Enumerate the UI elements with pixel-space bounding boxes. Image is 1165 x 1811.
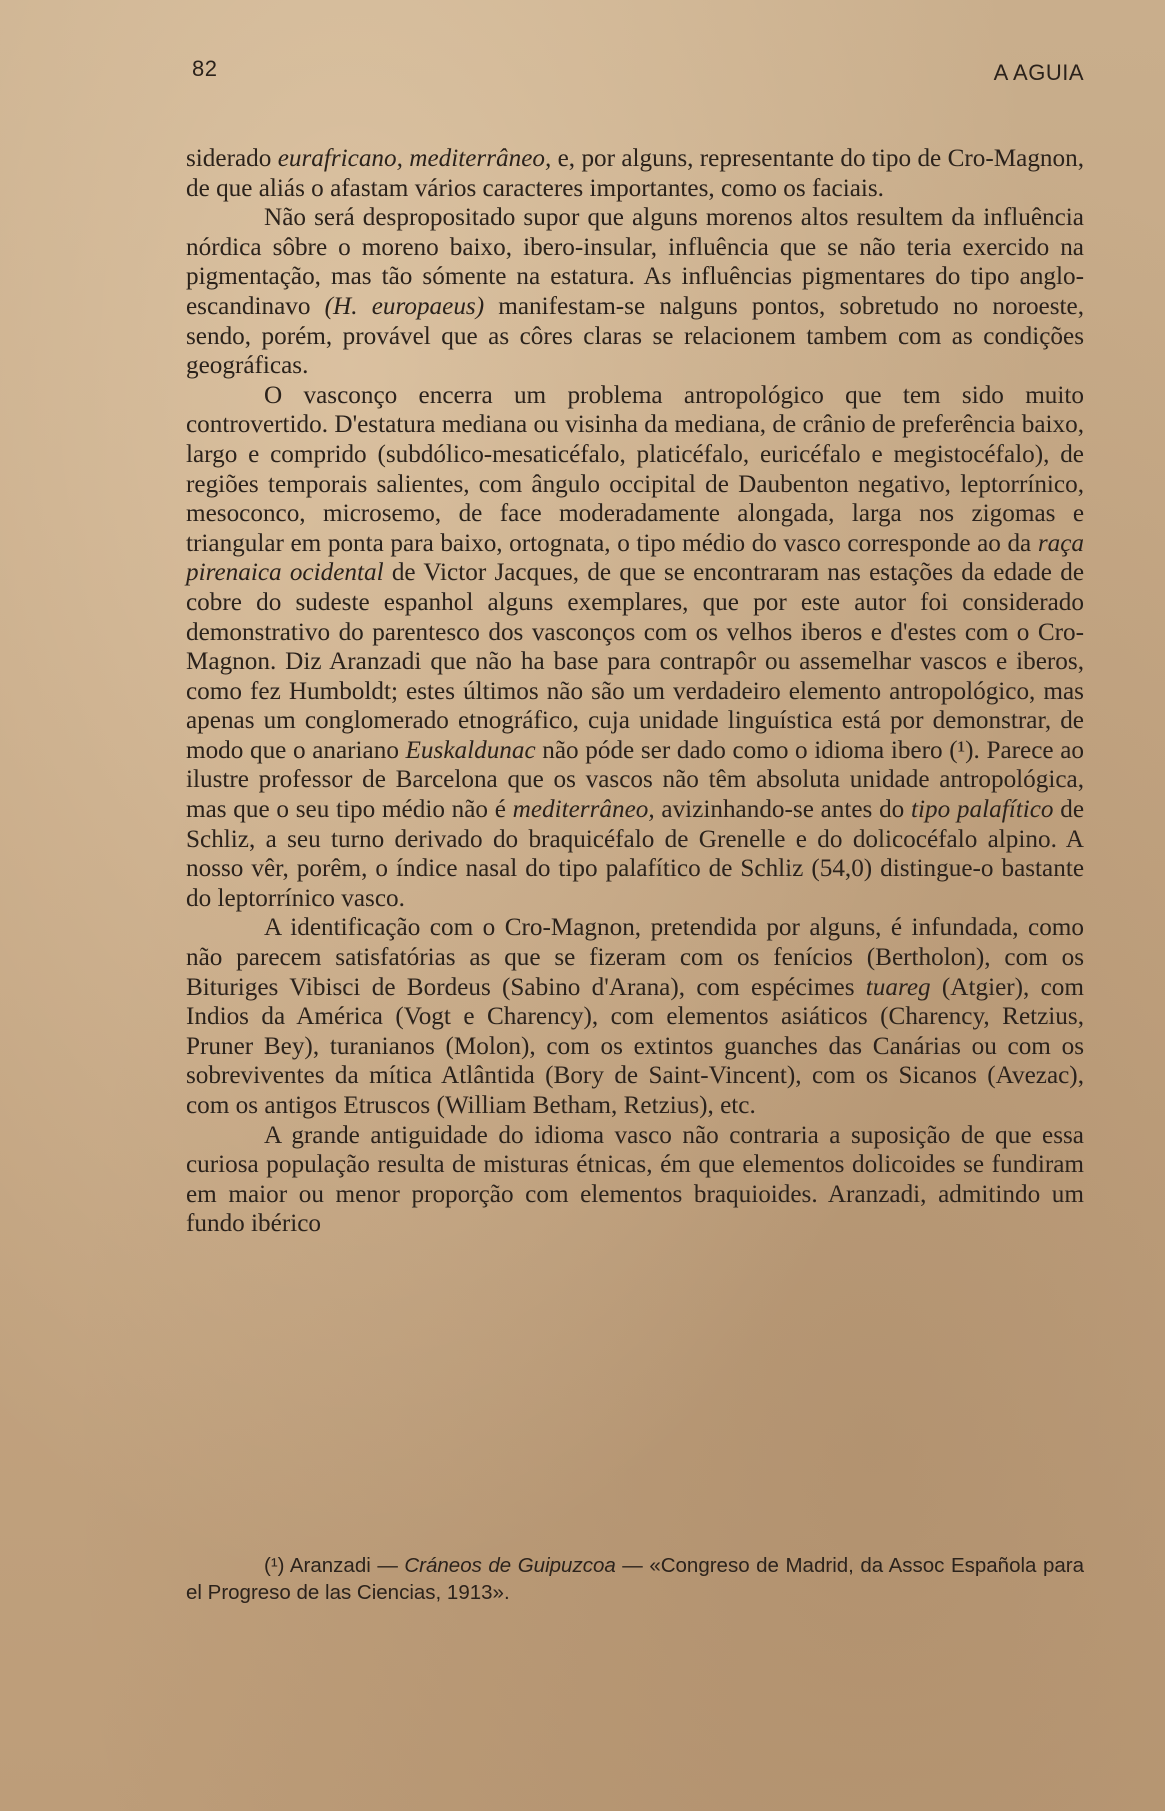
page-number: 82 xyxy=(192,56,218,81)
text-run: e, por alguns, representante do tipo de Cro-Magnon, de que aliás o afastam vários caracteres importantes, como os faciais. xyxy=(186,145,1084,202)
italic-term: tipo palafítico xyxy=(911,796,1054,824)
text-run: de Schliz, a seu turno derivado do braquicéfalo de Grenelle e do dolicocéfalo alpino. A nosso vêr, porêm, o índice nasal do tipo palafítico de Schliz (54,0) distingue-o bastante do leptorrínico vasco. xyxy=(186,796,1084,912)
text-run: Não será despropositado supor que alguns morenos altos resultem da influência nórdica sôbre o moreno baixo, ibero-insular, influência que se não teria exercido na pigmentação, mas tão sómente na estatura. As influências pigmentares do tipo anglo-escandinavo xyxy=(186,204,1084,320)
text-run: manifestam-se nalguns pontos, sobretudo no noroeste, sendo, porém, provável que as côres claras se relacionem tambem com as condições geográficas. xyxy=(186,292,1084,380)
italic-term: (H. europaeus) xyxy=(324,292,485,320)
paragraph xyxy=(186,381,1084,914)
paragraph xyxy=(186,913,1084,1120)
text-run: siderado xyxy=(186,145,278,172)
text-run: A grande antiguidade do idioma vasco não contraria a suposição de que essa curiosa população resulta de misturas étnicas, ém que elementos dolicoides se fundiram em maior ou menor proporção com elementos braquioides. Aranzadi, admitindo um fundo ibérico xyxy=(186,1121,1084,1238)
footnote-text xyxy=(186,1552,1084,1606)
journal-title: A AGUIA xyxy=(993,60,1084,85)
paragraph xyxy=(186,1121,1084,1239)
text-run: avizinhando-se antes do xyxy=(654,796,912,824)
body-text xyxy=(186,144,1084,1239)
footnote xyxy=(186,1552,1084,1606)
running-head xyxy=(192,56,1084,88)
paragraph xyxy=(186,144,1084,203)
italic-term: Cráneos de Guipuzcoa xyxy=(404,1554,616,1577)
text-run: — «Congreso de Madrid, da Assoc Española para el Progreso de las Ciencias, 1913». xyxy=(186,1554,1084,1604)
text-run: O vasconço encerra um problema antropológico que tem sido muito controvertido. D'estatura mediana ou visinha da mediana, de crânio de preferência baixo, largo e comprido (subdólico-mesaticéfalo, platicéfalo, euricéfalo e megistocéfalo), de regiões temporais salientes, com ângulo occipital de Daubenton negativo, leptorrínico, mesoconco, microsemo, de face moderadamente alongada, larga nos zigomas e triangular em ponta para baixo, ortognata, o tipo médio do vasco corresponde ao da xyxy=(186,381,1084,557)
paragraph xyxy=(186,203,1084,381)
italic-term: eurafricano, mediterrâneo, xyxy=(277,145,552,172)
text-run: não póde ser dado como o idioma ibero (¹). Parece ao ilustre professor de Barcelona que os vascos não têm absoluta unidade antropológica, mas que o seu tipo médio não é xyxy=(186,736,1084,824)
italic-term: tuareg xyxy=(865,973,931,1001)
italic-term: Euskaldunac xyxy=(405,736,536,764)
italic-term: mediterrâneo, xyxy=(512,796,655,824)
text-run: (¹) Aranzadi — xyxy=(264,1554,405,1577)
text-run: A identificação com o Cro-Magnon, pretendida por alguns, é infundada, como não parecem satisfatórias as que se fizeram com os fenícios (Bertholon), com os Bituriges Vibisci de Bordeus (Sabino d'Arana), com espécimes xyxy=(186,914,1084,1001)
text-run: (Atgier), com Indios da América (Vogt e Charency), com elementos asiáticos (Charency, Retzius, Pruner Bey), turanianos (Molon), com os extintos guanches das Canárias ou com os sobreviventes da mítica Atlântida (Bory de Saint-Vincent), com os Sicanos (Avezac), com os antigos Etruscos (William Betham, Retzius), etc. xyxy=(186,973,1084,1119)
text-run: de Victor Jacques, de que se encontraram nas estações da edade de cobre do sudeste espanhol alguns exemplares, que por este autor foi considerado demonstrativo do parentesco dos vasconços com os velhos iberos e d'estes com o Cro-Magnon. Diz Aranzadi que não ha base para contrapôr ou assemelhar vascos e iberos, como fez Humboldt; estes últimos não são um verdadeiro elemento antropológico, mas apenas um conglomerado etnográfico, cuja unidade linguística está por demonstrar, de modo que o anariano xyxy=(186,559,1084,764)
italic-term: raça pirenaica ocidental xyxy=(186,529,1084,587)
